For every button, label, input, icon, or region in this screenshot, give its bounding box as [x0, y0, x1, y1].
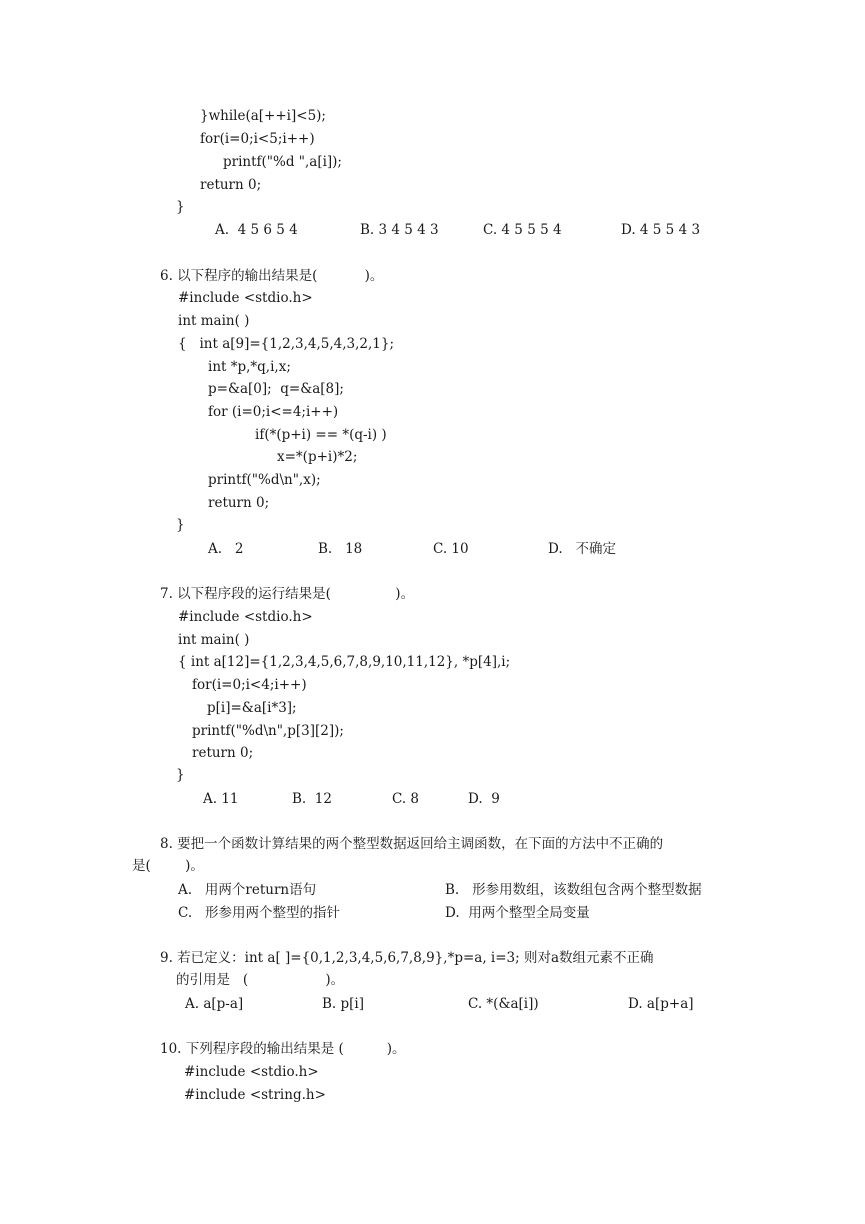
code-line: for(i=0;i<4;i++) [192, 677, 307, 693]
q7-option-c: C. 8 [392, 791, 420, 807]
code-line: int *p,*q,i,x; [208, 359, 291, 375]
code-line: printf("%d ",a[i]); [223, 154, 342, 170]
q7-stem: 7. 以下程序段的运行结果是( )。 [160, 586, 415, 602]
code-line: x=*(p+i)*2; [277, 449, 358, 465]
code-line: { int a[9]={1,2,3,4,5,4,3,2,1}; [178, 336, 395, 352]
code-line: printf("%d\n",x); [208, 472, 321, 488]
code-line: #include <stdio.h> [178, 290, 313, 306]
q5-option-d: D. 4 5 5 4 3 [621, 222, 701, 238]
q5-option-b: B. 3 4 5 4 3 [360, 222, 439, 238]
code-line: #include <string.h> [184, 1087, 326, 1103]
q9-option-d: D. a[p+a] [628, 996, 694, 1012]
code-line: } [176, 517, 185, 533]
q8-option-d: D. 用两个整型全局变量 [445, 905, 590, 921]
q7-option-b: B. 12 [292, 791, 332, 807]
q8-stem-line1: 8. 要把一个函数计算结果的两个整型数据返回给主调函数，在下面的方法中不正确的 [160, 836, 664, 852]
q6-option-b: B. 18 [318, 541, 363, 557]
q6-stem: 6. 以下程序的输出结果是( )。 [160, 268, 384, 284]
code-line: return 0; [208, 495, 270, 511]
code-line: int main( ) [178, 313, 250, 329]
q5-option-a: A. 4 5 6 5 4 [215, 222, 298, 238]
q6-option-a: A. 2 [208, 541, 244, 557]
q9-option-b: B. p[i] [322, 996, 364, 1012]
q8-option-b: B. 形参用数组，该数组包含两个整型数据 [445, 882, 702, 898]
code-line: } [176, 767, 185, 783]
code-line: } [176, 199, 185, 215]
q10-stem: 10. 下列程序段的输出结果是 ( )。 [160, 1041, 406, 1057]
q9-stem-line2: 的引用是 ( )。 [176, 972, 345, 988]
code-line: #include <stdio.h> [178, 609, 313, 625]
code-line: #include <stdio.h> [184, 1064, 319, 1080]
code-line: for (i=0;i<=4;i++) [208, 404, 339, 420]
code-line: p=&a[0]; q=&a[8]; [208, 381, 344, 397]
q8-option-c: C. 形参用两个整型的指针 [178, 905, 341, 921]
q5-option-c: C. 4 5 5 5 4 [483, 222, 562, 238]
q9-option-a: A. a[p-a] [185, 996, 244, 1012]
q9-stem-line1: 9. 若已定义：int a[ ]={0,1,2,3,4,5,6,7,8,9},*p=a, i=3; 则对a数组元素不正确 [160, 950, 654, 966]
q9-option-c: C. *(&a[i]) [468, 996, 539, 1012]
q6-option-c: C. 10 [433, 541, 469, 557]
code-line: for(i=0;i<5;i++) [200, 131, 315, 147]
code-line: if(*(p+i) == *(q-i) ) [255, 427, 387, 443]
code-line: { int a[12]={1,2,3,4,5,6,7,8,9,10,11,12}, *p[4],i; [178, 654, 511, 670]
code-line: }while(a[++i]<5); [200, 108, 326, 124]
q7-option-d: D. 9 [468, 791, 500, 807]
q8-option-a: A. 用两个return语句 [178, 882, 317, 898]
code-line: int main( ) [178, 632, 250, 648]
code-line: return 0; [192, 745, 254, 761]
code-line: p[i]=&a[i*3]; [207, 700, 297, 716]
code-line: printf("%d\n",p[3][2]); [192, 723, 344, 739]
code-line: return 0; [200, 177, 262, 193]
q8-stem-line2: 是( )。 [132, 858, 204, 874]
q7-option-a: A. 11 [203, 791, 239, 807]
q6-option-d: D. 不确定 [548, 541, 617, 557]
